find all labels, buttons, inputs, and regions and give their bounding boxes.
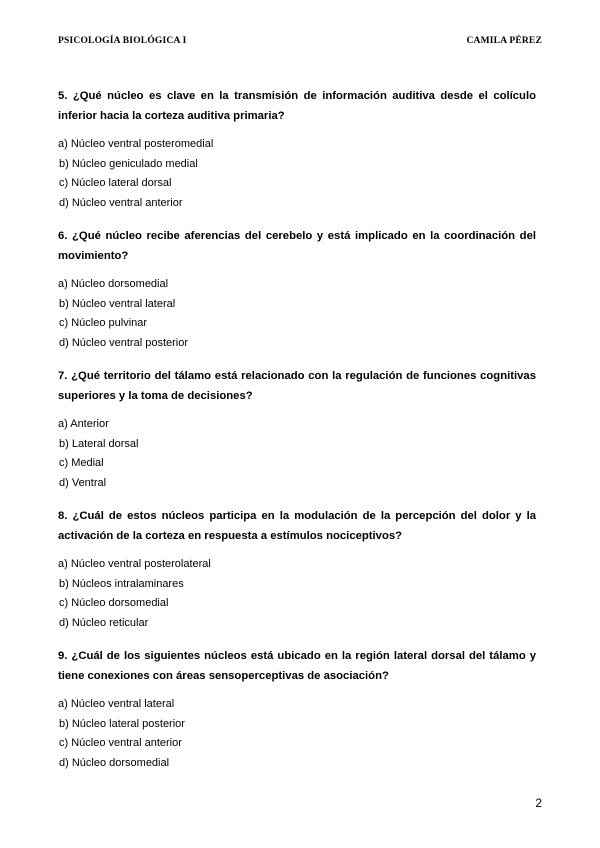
question-text: 7. ¿Qué territorio del tálamo está relacionado con la regulación de funciones cognitivas superiores y la toma de decisiones? [58,370,536,402]
option-d: d) Núcleo dorsomedial [59,756,170,769]
question-7 [58,366,536,493]
author-name: CAMILA PÉREZ [466,36,542,46]
question-9 [58,646,536,773]
option-c: c) Núcleo dorsomedial [59,597,169,609]
page-header [58,36,542,50]
question-6 [58,226,536,353]
option-c: c) Medial [59,457,104,469]
option-d: d) Núcleo ventral anterior [59,196,183,209]
question-text: 5. ¿Qué núcleo es clave en la transmisión de información auditiva desde el colículo inferior hacia la corteza auditiva primaria? [58,90,536,122]
option-b: b) Núcleo lateral posterior [59,717,185,730]
option-b: b) Núcleo geniculado medial [59,157,198,170]
option-b: b) Lateral dorsal [59,437,139,450]
option-a: a) Núcleo ventral posteromedial [58,138,214,150]
question-8 [58,506,536,633]
option-a: a) Núcleo ventral lateral [58,698,175,710]
course-title: PSICOLOGÍA BIOLÓGICA I [58,36,187,46]
answer-options [58,135,536,213]
question-list [58,86,536,786]
option-c: c) Núcleo ventral anterior [59,737,182,749]
page-number: 2 [535,796,542,810]
question-5 [58,86,536,213]
question-text: 6. ¿Qué núcleo recibe aferencias del cerebelo y está implicado en la coordinación del movimiento? [58,230,536,262]
answer-options [58,415,536,493]
answer-options [58,555,536,633]
answer-options [58,275,536,353]
option-a: a) Anterior [58,418,109,430]
option-d: d) Ventral [59,476,107,489]
option-a: a) Núcleo ventral posterolateral [58,558,211,570]
option-d: d) Núcleo reticular [59,616,149,629]
option-c: c) Núcleo lateral dorsal [59,177,172,189]
answer-options [58,695,536,773]
option-c: c) Núcleo pulvinar [59,317,148,329]
option-b: b) Núcleos intralaminares [59,577,184,590]
option-a: a) Núcleo dorsomedial [58,278,169,290]
option-d: d) Núcleo ventral posterior [59,336,189,349]
question-text: 8. ¿Cuál de estos núcleos participa en la modulación de la percepción del dolor y la activación de la corteza en respuesta a estímulos nociceptivos? [58,510,536,542]
question-text: 9. ¿Cuál de los siguientes núcleos está ubicado en la región lateral dorsal del tálamo y tiene conexiones con áreas sensoperceptivas de asociación? [58,650,536,682]
option-b: b) Núcleo ventral lateral [59,297,176,310]
